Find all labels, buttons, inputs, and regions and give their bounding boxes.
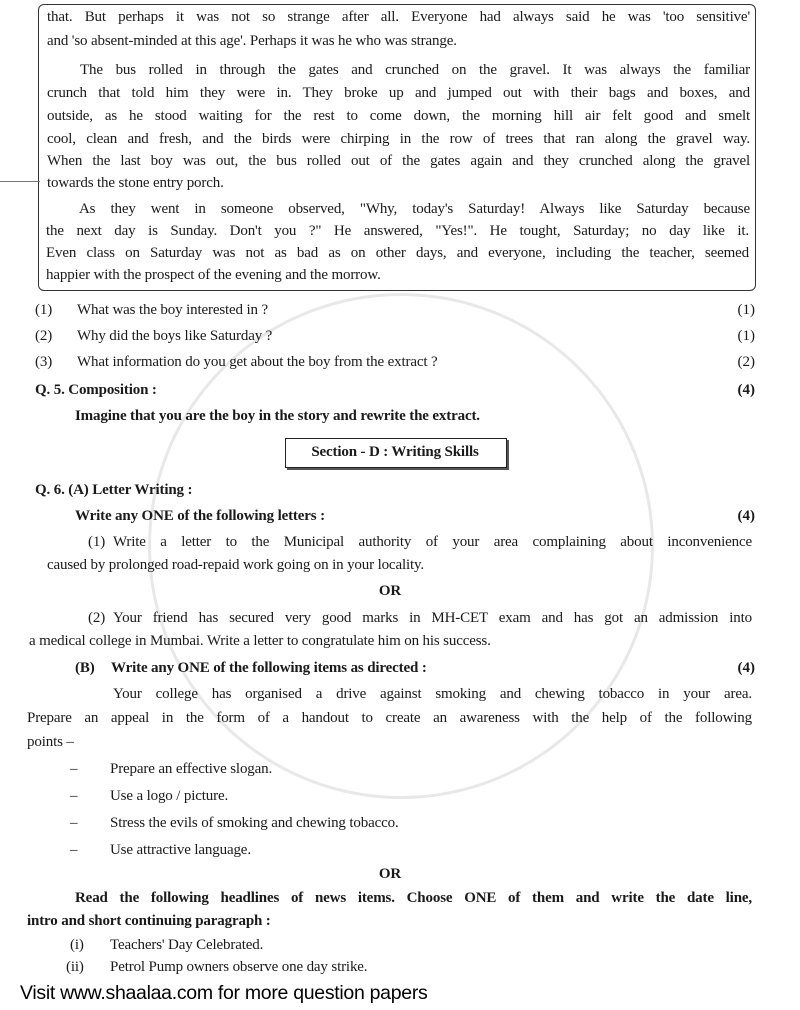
q5-text: Imagine that you are the boy in the story and rewrite the extract.	[75, 408, 480, 424]
question-marks: (2)	[737, 354, 755, 370]
letter-number: (2)	[88, 610, 106, 626]
passage-line: and 'so absent-minded at this age'. Perhaps it was he who was strange.	[47, 33, 457, 49]
question-marks: (1)	[737, 302, 755, 318]
question-text: Why did the boys like Saturday ?	[77, 328, 273, 344]
bullet-item: Stress the evils of smoking and chewing tobacco.	[110, 815, 399, 831]
or-divider: OR	[378, 583, 402, 599]
headline-number: (i)	[70, 937, 84, 953]
letter-text: caused by prolonged road-repaid work going on in your locality.	[47, 557, 424, 573]
bullet-item: Use attractive language.	[110, 842, 251, 858]
passage-line: The bus rolled in through the gates and crunched on the gravel. It was always the familiar	[80, 62, 750, 78]
q6-marks: (4)	[737, 508, 755, 524]
question-marks: (1)	[737, 328, 755, 344]
section-heading: Section - D : Writing Skills	[311, 444, 479, 460]
part-b-paragraph: Your college has organised a drive against smoking and chewing tobacco in your area.	[113, 686, 752, 702]
letter-text: Write a letter to the Municipal authority of your area complaining about inconvenience	[113, 534, 752, 550]
passage-line: Even class on Saturday was not as bad as on other days, and everyone, including the teacher, seemed	[46, 245, 749, 261]
passage-line: outside, as he stood waiting for the rest to come down, the morning hill air felt good and smelt	[47, 108, 750, 124]
bullet-dash: –	[70, 788, 78, 804]
passage-line: cool, clean and fresh, and the birds were chirping in the row of trees that ran along the gravel way.	[47, 131, 750, 147]
scan-line	[0, 181, 40, 182]
part-b-paragraph: points –	[27, 734, 74, 750]
letter-number: (1)	[88, 534, 106, 550]
headline-number: (ii)	[66, 959, 84, 975]
passage-line: towards the stone entry porch.	[47, 175, 224, 191]
passage-line: that. But perhaps it was not so strange after all. Everyone had always said he was 'too sensitive'	[47, 9, 750, 25]
bullet-dash: –	[70, 761, 78, 777]
q5-marks: (4)	[737, 382, 755, 398]
q6-label: Q. 6. (A) Letter Writing :	[35, 482, 193, 498]
letter-text: a medical college in Mumbai. Write a letter to congratulate him on his success.	[29, 633, 491, 649]
question-number: (1)	[35, 302, 53, 318]
passage-line: crunch that told him they were in. They broke up and jumped out with their bags and boxes, and	[47, 85, 750, 101]
passage-line: When the last boy was out, the bus rolled out of the gates again and they crunched along the gravel	[47, 153, 750, 169]
bullet-item: Prepare an effective slogan.	[110, 761, 273, 777]
question-text: What was the boy interested in ?	[77, 302, 268, 318]
headline-text: Petrol Pump owners observe one day strike.	[110, 959, 368, 975]
news-instruction: intro and short continuing paragraph :	[27, 913, 271, 929]
passage-line: the next day is Sunday. Don't you ?" He answered, "Yes!". He tought, Saturday; no day like it.	[46, 223, 749, 239]
passage-line: As they went in someone observed, "Why, today's Saturday! Always like Saturday because	[79, 201, 750, 217]
q6-instruction: Write any ONE of the following letters :	[75, 508, 325, 524]
news-instruction: Read the following headlines of news items. Choose ONE of them and write the date line,	[75, 890, 752, 906]
question-number: (2)	[35, 328, 53, 344]
or-divider: OR	[378, 866, 402, 882]
passage-line: happier with the prospect of the evening and the morrow.	[46, 267, 381, 283]
part-b-marks: (4)	[737, 660, 755, 676]
question-text: What information do you get about the boy from the extract ?	[77, 354, 438, 370]
footer-watermark-link: Visit www.shaalaa.com for more question papers	[20, 982, 428, 1004]
q5-label: Q. 5. Composition :	[35, 382, 157, 398]
letter-text: Your friend has secured very good marks in MH-CET exam and has got an admission into	[113, 610, 752, 626]
bullet-item: Use a logo / picture.	[110, 788, 229, 804]
part-b-label: (B)	[75, 660, 95, 676]
part-b-paragraph: Prepare an appeal in the form of a handout to create an awareness with the help of the following	[27, 710, 752, 726]
bullet-dash: –	[70, 842, 78, 858]
headline-text: Teachers' Day Celebrated.	[110, 937, 264, 953]
part-b-text: Write any ONE of the following items as directed :	[111, 660, 427, 676]
bullet-dash: –	[70, 815, 78, 831]
question-number: (3)	[35, 354, 53, 370]
